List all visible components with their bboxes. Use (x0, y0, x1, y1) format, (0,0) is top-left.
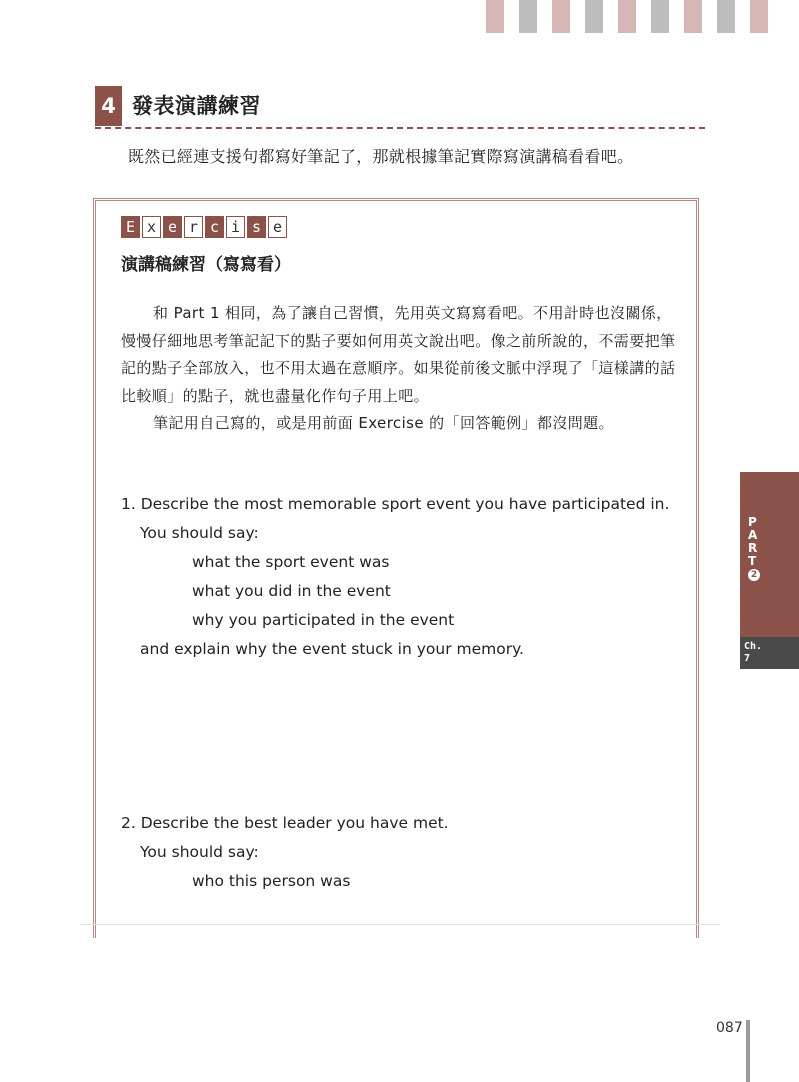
exercise-letter: e (268, 216, 287, 238)
exercise-heading (121, 216, 289, 238)
top-decorative-stripes (486, 0, 783, 33)
instruction-paragraph: 筆記用自己寫的，或是用前面 Exercise 的「回答範例」都沒問題。 (153, 414, 614, 432)
question-point: why you participated in the event (192, 611, 455, 629)
exercise-letter: i (226, 216, 245, 238)
question-point: what you did in the event (192, 582, 391, 600)
exercise-letter: c (205, 216, 224, 238)
part-number-circle: 2 (748, 569, 760, 581)
decorative-stripe (519, 0, 537, 33)
decorative-stripe (684, 0, 702, 33)
page-number: 087 (716, 1020, 743, 1036)
exercise-letter: E (121, 216, 140, 238)
section-divider (95, 127, 705, 129)
page-number-bar (746, 1020, 750, 1082)
question-should-say: You should say: (140, 843, 259, 861)
question-point: what the sport event was (192, 553, 390, 571)
section-title: 發表演講練習 (132, 94, 261, 118)
exercise-letter: r (184, 216, 203, 238)
decorative-stripe (618, 0, 636, 33)
exercise-letter: x (142, 216, 161, 238)
part-tab (740, 472, 799, 637)
question-explain: and explain why the event stuck in your memory. (140, 640, 524, 658)
question-prompt: 1. Describe the most memorable sport event you have participated in. (121, 495, 670, 513)
decorative-stripe (585, 0, 603, 33)
decorative-stripe (486, 0, 504, 33)
decorative-stripe (552, 0, 570, 33)
decorative-stripe (651, 0, 669, 33)
chapter-tab (740, 637, 799, 669)
exercise-instructions (121, 300, 681, 438)
chapter-label: Ch. (744, 641, 763, 652)
exercise-letter: e (163, 216, 182, 238)
exercise-subtitle: 演講稿練習（寫寫看） (121, 255, 291, 275)
question-should-say: You should say: (140, 524, 259, 542)
instruction-paragraph: 和 Part 1 相同，為了讓自己習慣，先用英文寫寫看吧。不用計時也沒關係，慢慢仔細地思考筆記記下的點子要如何用英文說出吧。像之前所說的，不需要把筆記的點子全部放入，也不用太過在意順序。如果從前後文脈中浮現了「這樣講的話比較順」的點子，就也盡量化作句子用上吧。 (121, 304, 676, 405)
part-letter: A (748, 528, 758, 542)
part-letter: T (748, 554, 757, 568)
part-letter: R (748, 541, 758, 555)
question-prompt: 2. Describe the best leader you have met. (121, 814, 449, 832)
exercise-letter: s (247, 216, 266, 238)
question-point: who this person was (192, 872, 351, 890)
decorative-stripe (750, 0, 768, 33)
section-number-badge: 4 (95, 86, 122, 126)
part-letter: P (748, 515, 757, 529)
question-1 (121, 490, 669, 664)
chapter-number: 7 (744, 653, 751, 664)
decorative-stripe (717, 0, 735, 33)
section-intro: 既然已經連支援句都寫好筆記了，那就根據筆記實際寫演講稿看看吧。 (128, 147, 634, 166)
question-2 (121, 809, 449, 896)
page-bottom-rule (80, 924, 720, 925)
